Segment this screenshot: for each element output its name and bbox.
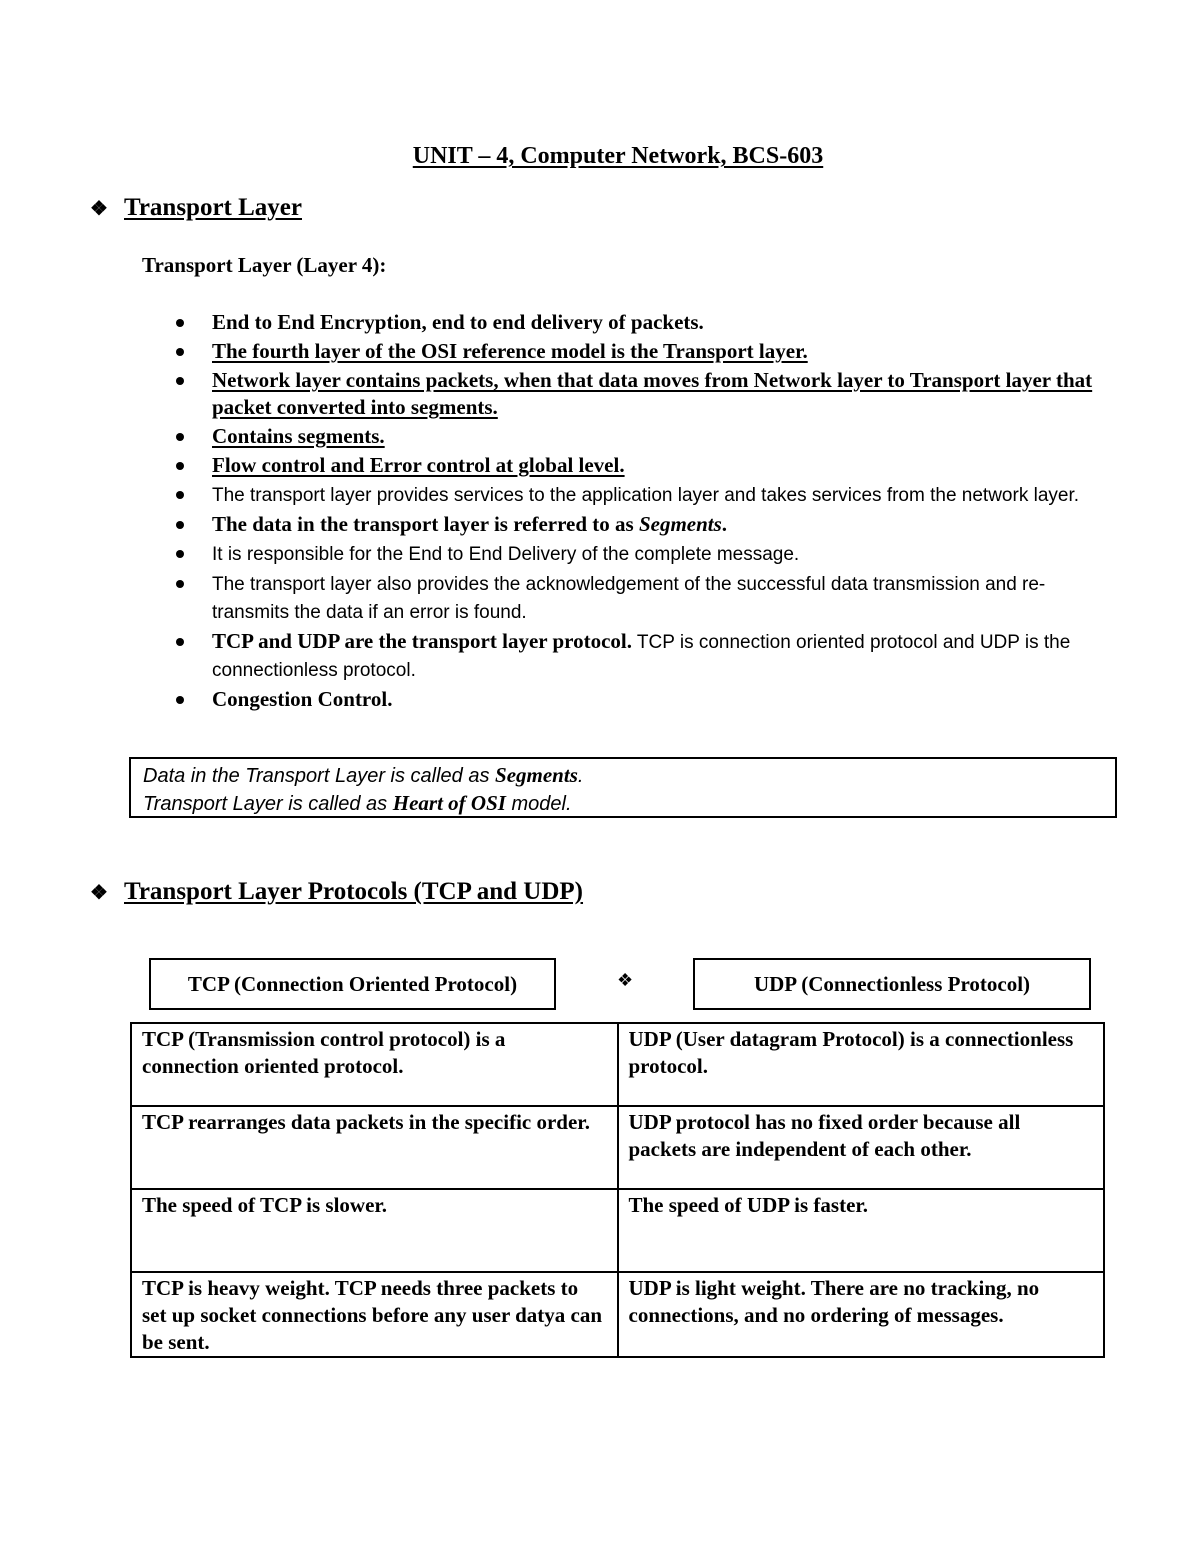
list-item: TCP and UDP are the transport layer protocol. TCP is connection oriented protocol and UDP is the connectionless protocol. — [168, 628, 1098, 684]
subheading-layer-4: Transport Layer (Layer 4): — [142, 253, 387, 277]
section-heading-protocols — [90, 878, 583, 906]
note-box — [129, 757, 1117, 818]
list-item: The transport layer also provides the acknowledgement of the successful data transmission and re-transmits the data if an error is found. — [168, 570, 1098, 626]
list-item: Flow control and Error control at global level. — [168, 452, 1098, 479]
list-item: The data in the transport layer is referred to as Segments. — [168, 511, 1098, 538]
udp-cell: UDP is light weight. There are no tracking, no connections, and no ordering of messages. — [618, 1272, 1105, 1357]
list-item: Congestion Control. — [168, 686, 1098, 713]
section-heading-text: Transport Layer Protocols (TCP and UDP) — [124, 878, 584, 905]
tcp-cell: TCP is heavy weight. TCP needs three packets to set up socket connections before any user datya can be sent. — [131, 1272, 618, 1357]
tcp-protocol-box: TCP (Connection Oriented Protocol) — [149, 958, 556, 1010]
udp-cell: The speed of UDP is faster. — [618, 1189, 1105, 1272]
list-item: The transport layer provides services to the application layer and takes services from the network layer. — [168, 481, 1098, 509]
udp-protocol-box: UDP (Connectionless Protocol) — [693, 958, 1091, 1010]
list-item: Contains segments. — [168, 423, 1098, 450]
table-row — [131, 1272, 1104, 1357]
table-row — [131, 1023, 1104, 1106]
tcp-udp-comparison-table — [130, 1022, 1105, 1358]
diamond-bullet-icon: ❖ — [90, 197, 108, 220]
note-line-2: Transport Layer is called as Heart of OSI model. — [143, 791, 572, 815]
diamond-bullet-icon: ❖ — [617, 970, 634, 990]
section-heading-text: Transport Layer — [124, 194, 302, 221]
table-row — [131, 1106, 1104, 1189]
page-title: UNIT – 4, Computer Network, BCS-603 — [412, 143, 824, 169]
list-item: It is responsible for the End to End Delivery of the complete message. — [168, 540, 1098, 568]
list-item: End to End Encryption, end to end delivery of packets. — [168, 309, 1098, 336]
diamond-bullet-icon: ❖ — [90, 881, 108, 904]
tcp-cell: TCP rearranges data packets in the specific order. — [131, 1106, 618, 1189]
udp-cell: UDP protocol has no fixed order because all packets are independent of each other. — [618, 1106, 1105, 1189]
list-item: Network layer contains packets, when that data moves from Network layer to Transport layer that packet converted into segments. — [168, 367, 1098, 421]
udp-cell: UDP (User datagram Protocol) is a connectionless protocol. — [618, 1023, 1105, 1106]
tcp-cell: The speed of TCP is slower. — [131, 1189, 618, 1272]
transport-layer-bullets — [168, 309, 1098, 715]
table-row — [131, 1189, 1104, 1272]
tcp-cell: TCP (Transmission control protocol) is a connection oriented protocol. — [131, 1023, 618, 1106]
section-heading-transport-layer — [90, 194, 302, 222]
list-item: The fourth layer of the OSI reference model is the Transport layer. — [168, 338, 1098, 365]
note-line-1: Data in the Transport Layer is called as Segments. — [143, 763, 584, 787]
